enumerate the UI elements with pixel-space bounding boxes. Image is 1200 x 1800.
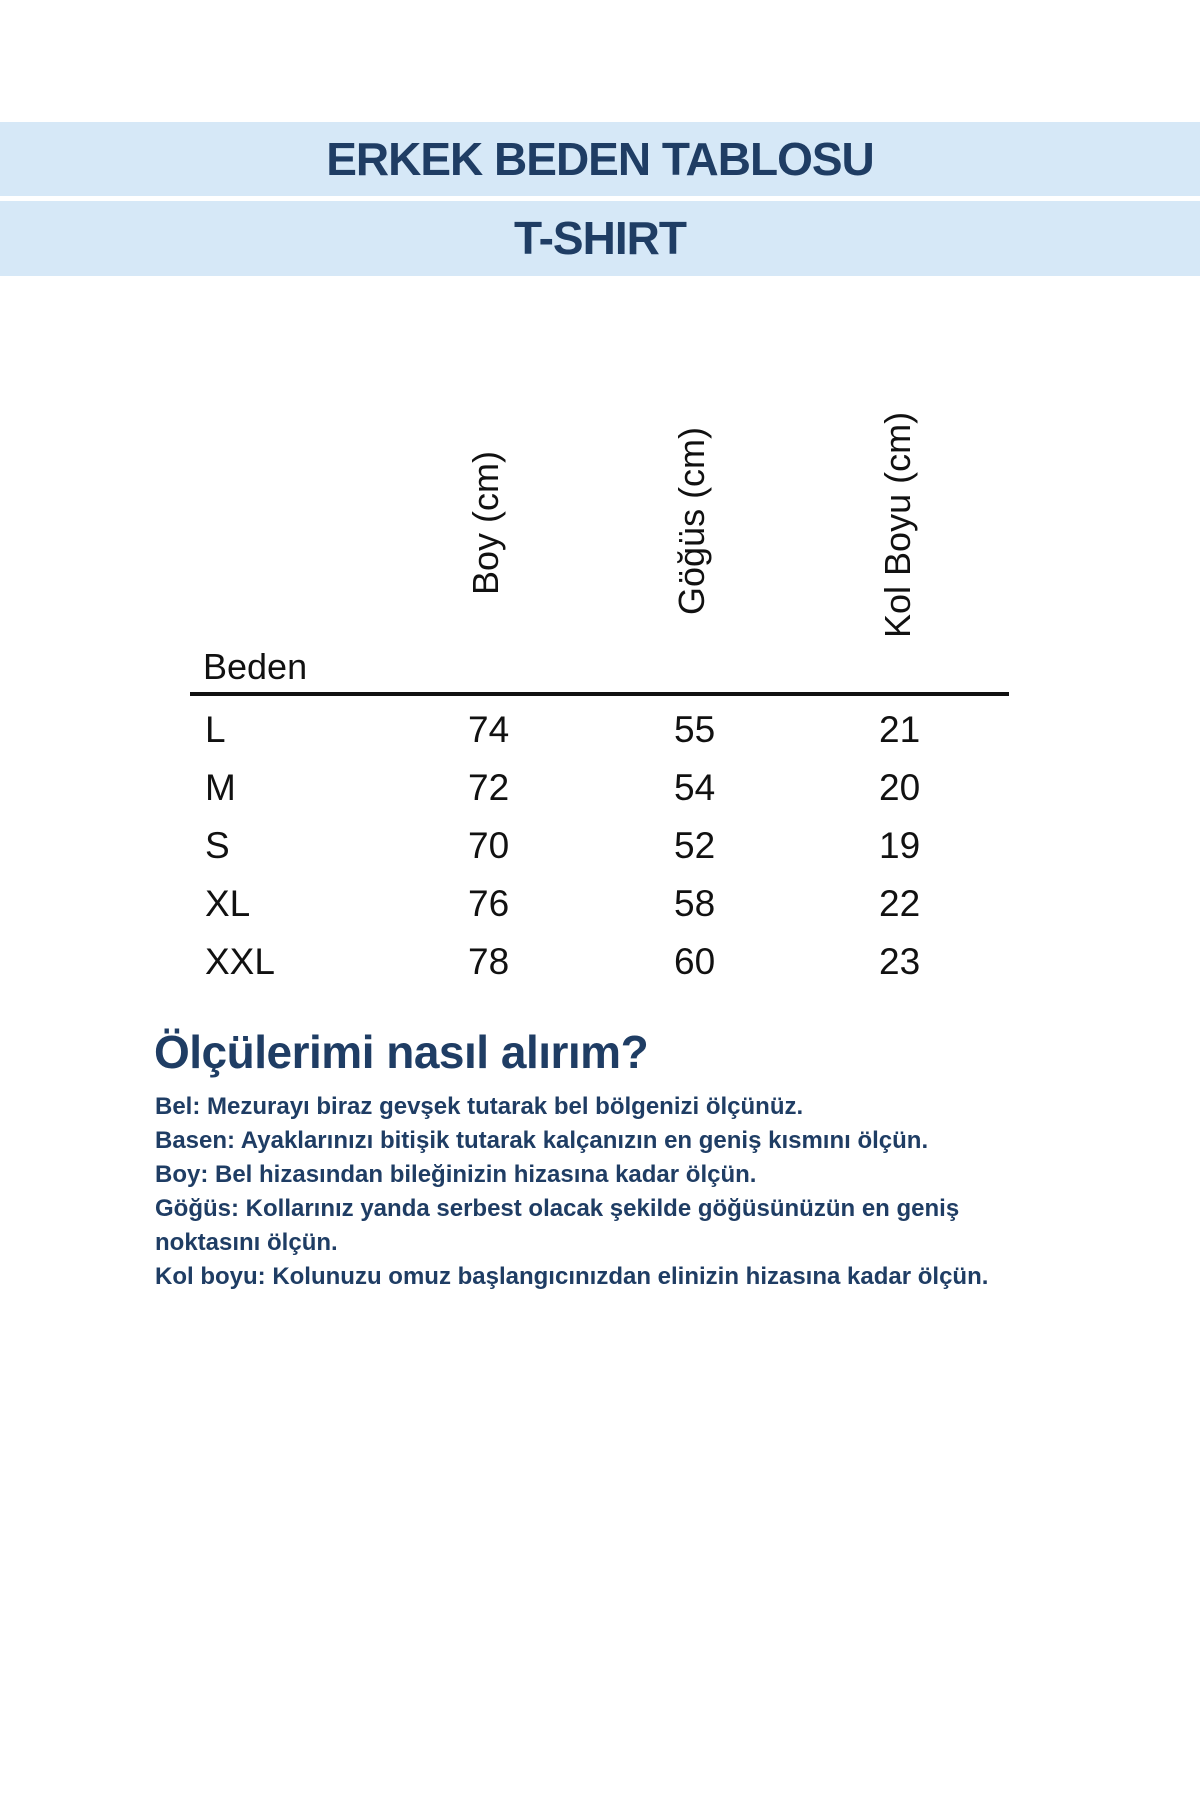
table-row (0, 701, 1200, 759)
gogus-cell: 52 (674, 825, 716, 866)
kol-boyu-cell: 23 (879, 941, 921, 982)
boy-cell: 70 (468, 825, 510, 866)
header-divider (190, 692, 1009, 696)
column-header-boy: Boy (cm) (465, 451, 506, 595)
kol-boyu-cell: 19 (879, 825, 921, 866)
gogus-cell: 60 (674, 941, 716, 982)
size-cell: XL (205, 883, 251, 924)
howto-heading: Ölçülerimi nasıl alırım? (154, 1026, 649, 1078)
gogus-cell: 54 (674, 767, 716, 808)
howto-item-gogus: Göğüs: Kollarınız yanda serbest olacak şekilde göğüsünüzün en geniş noktasını ölçün. (155, 1195, 960, 1256)
page-subtitle: T-SHIRT (0, 201, 1200, 276)
size-cell: M (205, 767, 236, 808)
howto-item-bel: Bel: Mezurayı biraz gevşek tutarak bel bölgenizi ölçünüz. (155, 1093, 804, 1120)
column-header-beden: Beden (203, 646, 308, 687)
boy-cell: 76 (468, 883, 510, 924)
gogus-cell: 55 (674, 709, 716, 750)
size-cell: XXL (205, 941, 275, 982)
kol-boyu-cell: 22 (879, 883, 921, 924)
size-cell: S (205, 825, 230, 866)
boy-cell: 74 (468, 709, 510, 750)
howto-item-boy: Boy: Bel hizasından bileğinizin hizasına kadar ölçün. (155, 1161, 757, 1188)
page-title: ERKEK BEDEN TABLOSU (0, 122, 1200, 196)
size-cell: L (205, 709, 226, 750)
kol-boyu-cell: 20 (879, 767, 921, 808)
howto-list (155, 1090, 1055, 1294)
column-header-kol-boyu: Kol Boyu (cm) (877, 411, 918, 638)
howto-item-basen: Basen: Ayaklarınızı bitişik tutarak kalçanızın en geniş kısmını ölçün. (155, 1127, 929, 1154)
table-row (0, 759, 1200, 817)
table-row (0, 933, 1200, 991)
boy-cell: 72 (468, 767, 510, 808)
table-row (0, 817, 1200, 875)
boy-cell: 78 (468, 941, 510, 982)
kol-boyu-cell: 21 (879, 709, 921, 750)
howto-item-kol-boyu: Kol boyu: Kolunuzu omuz başlangıcınızdan elinizin hizasına kadar ölçün. (155, 1263, 989, 1290)
gogus-cell: 58 (674, 883, 716, 924)
table-row (0, 875, 1200, 933)
column-header-gogus: Göğüs (cm) (671, 426, 712, 615)
